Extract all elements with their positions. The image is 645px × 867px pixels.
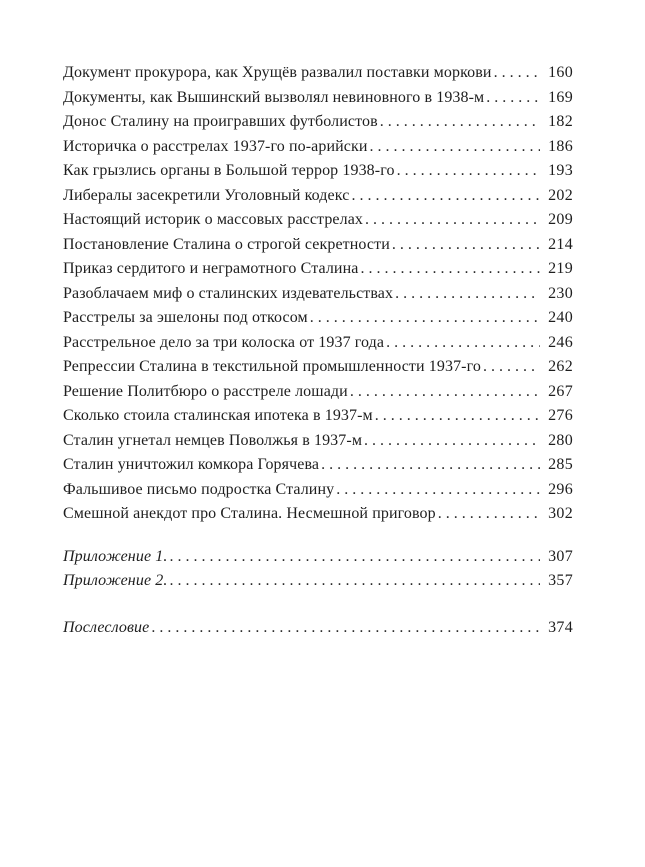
toc-entry-title: Либералы засекретили Уголовный кодекс [63,186,350,204]
toc-entry-title: Сколько стоила сталинская ипотека в 1937-м [63,407,373,424]
toc-entry [63,355,573,380]
toc-entry-title: Смешной анекдот про Сталина. Несмешной приговор [63,505,436,522]
toc-entry [63,404,573,429]
toc-entry [63,478,573,503]
toc-section-chapters [63,61,573,527]
toc-entry-title: Сталин уничтожил комкора Горячева [63,456,320,473]
dot-leader [481,355,540,380]
toc-entry-title: Расстрельное дело за три колоска от 1937 года [63,333,385,351]
dot-leader [378,110,540,135]
toc-section-afterword [63,616,573,641]
toc-entry [63,331,573,356]
toc-entry-page: 276 [548,407,573,424]
toc-section-appendices [63,545,573,594]
dot-leader [395,159,540,184]
toc-entry-page: 240 [548,309,573,326]
toc-entry-page: 285 [548,456,573,473]
toc-entry-page: 302 [548,505,573,522]
toc-entry [63,61,573,86]
toc-entry-page: 246 [548,333,573,351]
toc-entry-title: Приложение 1. [63,547,168,565]
toc-entry [63,453,573,478]
dot-leader [319,453,540,478]
dot-leader [368,135,540,160]
toc-entry-page: 209 [548,211,573,228]
dot-leader [363,208,540,233]
dot-leader [362,429,540,454]
toc-entry-page: 262 [548,358,573,375]
toc-entry-page: 307 [548,547,573,565]
toc-entry [63,282,573,307]
dot-leader [348,380,540,405]
toc-entry-page: 169 [548,88,573,106]
toc-entry-title: Послесловие [63,618,150,636]
toc-entry [63,233,573,258]
toc-entry-page: 296 [548,480,573,498]
toc-entry [63,257,573,282]
toc-entry-page: 280 [548,431,573,449]
toc-entry [63,380,573,405]
dot-leader [358,257,540,282]
toc-entry-title: Фальшивое письмо подростка Сталину [63,480,335,498]
toc-entry-page: 160 [548,64,573,81]
toc-entry [63,208,573,233]
dot-leader [393,282,540,307]
toc-entry [63,184,573,209]
toc-entry-title: Приложение 2. [63,572,168,589]
toc-entry-page: 202 [548,186,573,204]
toc-entry [63,159,573,184]
dot-leader [149,616,540,641]
toc-entry-page: 374 [548,618,573,636]
toc-entry-title: Приказ сердитого и неграмотного Сталина [63,260,359,277]
toc-entry-page: 357 [548,572,573,589]
toc-entry-title: Разоблачаем миф о сталинских издевательствах [63,284,394,302]
dot-leader [384,331,540,356]
toc-entry-title: Настоящий историк о массовых расстрелах [63,211,364,228]
toc-entry-page: 182 [548,113,573,130]
dot-leader [436,502,540,527]
dot-leader [349,184,540,209]
toc-entry-title: Историчка о расстрелах 1937-го по-арийски [63,137,368,155]
toc-entry-title: Как грызлись органы в Большой террор 1938-го [63,162,395,179]
dot-leader [492,61,540,86]
toc-entry-title: Сталин угнетал немцев Поволжья в 1937-м [63,431,363,449]
dot-leader [167,569,540,594]
toc-entry [63,306,573,331]
toc-entry-title: Документы, как Вышинский вызволял невиновного в 1938-м [63,88,485,106]
toc-entry-title: Репрессии Сталина в текстильной промышленности 1937-го [63,358,481,375]
dot-leader [308,306,540,331]
toc-entry-page: 193 [548,162,573,179]
toc-entry-page: 219 [548,260,573,277]
toc-entry-title: Донос Сталину на проигравших футболистов [63,113,378,130]
dot-leader [334,478,540,503]
toc-entry [63,429,573,454]
toc-entry-page: 267 [548,382,573,400]
toc-entry [63,616,573,641]
toc-entry [63,135,573,160]
table-of-contents [63,61,573,640]
toc-entry [63,110,573,135]
toc-entry-page: 186 [548,137,573,155]
toc-entry-page: 230 [548,284,573,302]
toc-entry [63,545,573,570]
dot-leader [373,404,540,429]
toc-entry-title: Решение Политбюро о расстреле лошади [63,382,348,400]
toc-entry-title: Расстрелы за эшелоны под откосом [63,309,308,326]
dot-leader [167,545,540,570]
dot-leader [390,233,540,258]
toc-entry-page: 214 [548,235,573,253]
toc-entry [63,86,573,111]
dot-leader [484,86,540,111]
toc-entry-title: Документ прокурора, как Хрущёв развалил поставки моркови [63,64,492,81]
toc-entry [63,569,573,594]
toc-entry-title: Постановление Сталина о строгой секретности [63,235,390,253]
toc-entry [63,502,573,527]
